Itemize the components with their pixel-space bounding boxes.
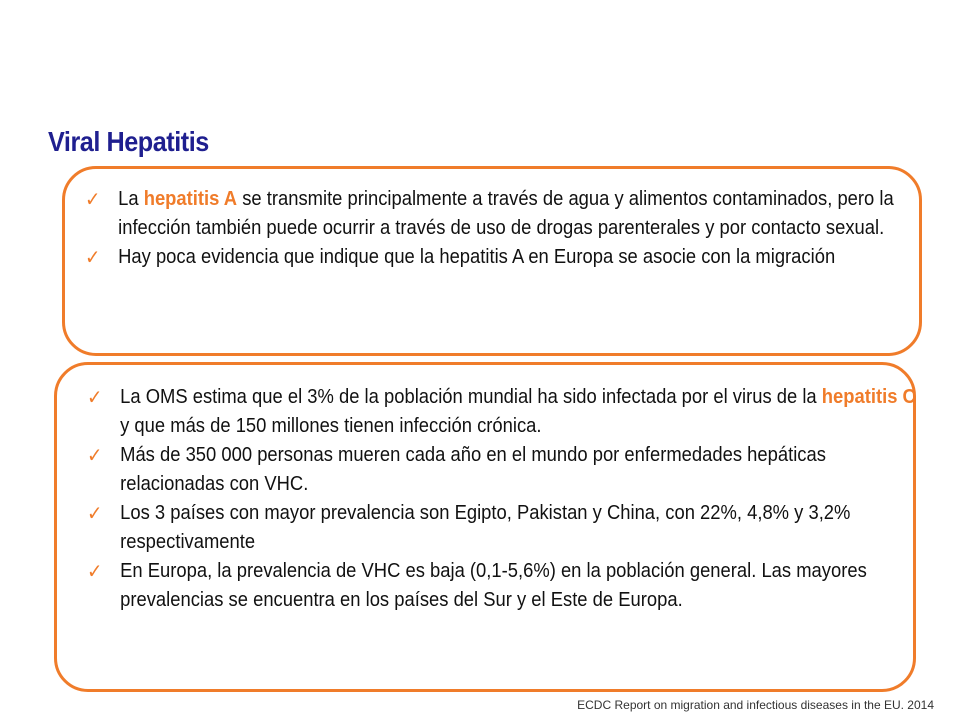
bullet-text-before: La — [118, 188, 144, 210]
checkmark-icon: ✓ — [87, 501, 103, 525]
bullet-text: Hay poca evidencia que indique que la hepatitis A en Europa se asocie con la migración — [118, 246, 836, 268]
bullet-text-after: y que más de 150 millones tienen infección crónica. — [120, 415, 542, 437]
list-item — [85, 243, 928, 272]
checkmark-icon: ✓ — [87, 385, 103, 409]
bullet-text-before: La OMS estima que el 3% de la población mundial ha sido infectada por el virus de la — [120, 386, 822, 408]
hepatitis-c-box — [54, 362, 916, 692]
list-item — [87, 499, 925, 557]
slide-title: Viral Hepatitis — [48, 126, 209, 157]
hepatitis-a-bullet-list — [85, 185, 935, 272]
list-item — [87, 441, 925, 499]
checkmark-icon: ✓ — [87, 559, 103, 583]
bullet-text-after: se transmite principalmente a través de agua y alimentos contaminados, pero la infección también puede ocurrir a través de uso de drogas parenterales y por contacto sexual. — [118, 188, 894, 239]
hepatitis-a-box — [62, 166, 922, 356]
highlight-hepatitis-c: hepatitis C — [821, 386, 916, 408]
list-item — [87, 557, 925, 615]
hepatitis-c-bullet-list — [87, 383, 937, 615]
bullet-text: Los 3 países con mayor prevalencia son Egipto, Pakistan y China, con 22%, 4,8% y 3,2% respectivamente — [120, 502, 851, 553]
bullet-text: En Europa, la prevalencia de VHC es baja (0,1-5,6%) en la población general. Las mayores prevalencias se encuentra en los países del Sur y el Este de Europa. — [120, 560, 867, 611]
checkmark-icon: ✓ — [85, 245, 101, 269]
bullet-text: Más de 350 000 personas mueren cada año en el mundo por enfermedades hepáticas relacionadas con VHC. — [120, 444, 826, 495]
highlight-hepatitis-a: hepatitis A — [143, 188, 238, 210]
checkmark-icon: ✓ — [85, 187, 101, 211]
checkmark-icon: ✓ — [87, 443, 103, 467]
source-citation: ECDC Report on migration and infectious diseases in the EU. 2014 — [577, 698, 934, 712]
list-item — [87, 383, 925, 441]
list-item — [85, 185, 928, 243]
